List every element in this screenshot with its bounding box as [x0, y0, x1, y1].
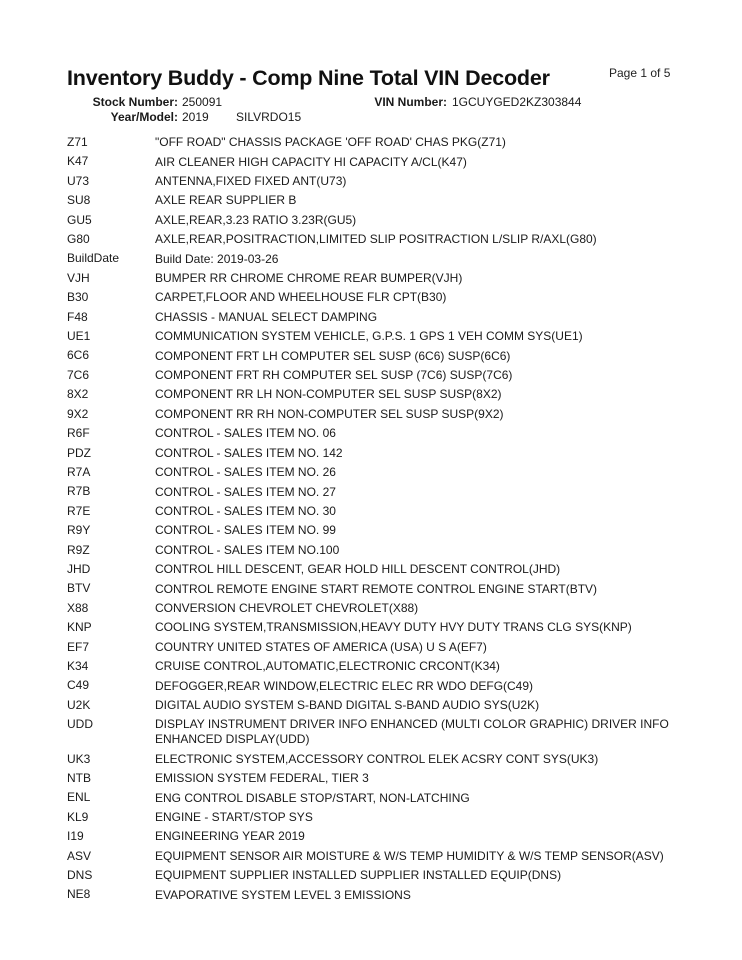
- option-row: [67, 618, 697, 637]
- option-code: UDD: [67, 717, 93, 732]
- option-code: ENL: [67, 790, 91, 805]
- option-row: [67, 152, 697, 171]
- option-code-list: [67, 133, 697, 905]
- stock-number-label: Stock Number:: [92, 95, 178, 109]
- option-description: COMPONENT FRT RH COMPUTER SEL SUSP (7C6) SUSP(7C6): [155, 368, 513, 383]
- vin-number-value: 1GCUYGED2KZ303844: [452, 95, 582, 109]
- option-row: [67, 444, 697, 463]
- option-description: EQUIPMENT SUPPLIER INSTALLED SUPPLIER INSTALLED EQUIP(DNS): [155, 868, 562, 883]
- option-row: [67, 385, 697, 404]
- option-code: JHD: [67, 561, 91, 576]
- option-row: [67, 405, 697, 424]
- option-code: PDZ: [67, 445, 91, 460]
- option-description: CRUISE CONTROL,AUTOMATIC,ELECTRONIC CRCONT(K34): [155, 659, 500, 674]
- option-code: 8X2: [67, 387, 89, 402]
- option-row: [67, 230, 697, 249]
- option-row: [67, 424, 697, 443]
- option-description: COMPONENT FRT LH COMPUTER SEL SUSP (6C6) SUSP(6C6): [155, 348, 511, 363]
- option-row: [67, 808, 697, 827]
- option-row: [67, 172, 697, 191]
- option-row: [67, 463, 697, 482]
- option-row: [67, 847, 697, 866]
- option-code: BuildDate: [67, 251, 120, 266]
- option-description: AXLE,REAR,POSITRACTION,LIMITED SLIP POSITRACTION L/SLIP R/AXL(G80): [155, 232, 597, 247]
- option-description: ELECTRONIC SYSTEM,ACCESSORY CONTROL ELEK ACSRY CONT SYS(UK3): [155, 751, 599, 766]
- option-code: KNP: [67, 620, 92, 635]
- option-description: CONTROL - SALES ITEM NO. 99: [155, 523, 336, 538]
- option-code: BTV: [67, 581, 91, 596]
- option-code: EF7: [67, 639, 90, 654]
- option-code: U73: [67, 173, 90, 188]
- option-row: [67, 560, 697, 579]
- option-code: I19: [67, 829, 84, 844]
- option-code: G80: [67, 232, 90, 247]
- option-row: [67, 249, 697, 268]
- option-code: VJH: [67, 270, 90, 285]
- option-description: ANTENNA,FIXED FIXED ANT(U73): [155, 174, 347, 188]
- option-code: 9X2: [67, 406, 89, 421]
- option-description: DIGITAL AUDIO SYSTEM S-BAND DIGITAL S-BAND AUDIO SYS(U2K): [155, 697, 540, 712]
- option-row: [67, 211, 697, 230]
- option-code: GU5: [67, 212, 92, 227]
- option-code: R7E: [67, 503, 91, 518]
- option-code: R6F: [67, 426, 90, 441]
- option-row: [67, 482, 697, 501]
- option-row: [67, 638, 697, 657]
- option-code: R9Y: [67, 523, 91, 538]
- year-model-label: Year/Model:: [110, 110, 178, 124]
- option-description: COUNTRY UNITED STATES OF AMERICA (USA) U S A(EF7): [155, 639, 487, 654]
- option-description: Build Date: 2019-03-26: [155, 251, 279, 266]
- option-description: CONTROL REMOTE ENGINE START REMOTE CONTROL ENGINE START(BTV): [155, 581, 598, 596]
- option-description: CONTROL HILL DESCENT, GEAR HOLD HILL DESCENT CONTROL(JHD): [155, 562, 561, 577]
- option-description: COMPONENT RR LH NON-COMPUTER SEL SUSP SUSP(8X2): [155, 387, 502, 402]
- option-row: [67, 502, 697, 521]
- option-row: [67, 288, 697, 307]
- option-code: KL9: [67, 809, 89, 824]
- option-description: DISPLAY INSTRUMENT DRIVER INFO ENHANCED (MULTI COLOR GRAPHIC) DRIVER INFO ENHANCED DISPLAY(UDD): [155, 717, 669, 747]
- option-code: 7C6: [67, 367, 90, 382]
- option-description: CONTROL - SALES ITEM NO. 27: [155, 484, 336, 499]
- option-description: DEFOGGER,REAR WINDOW,ELECTRIC ELEC RR WDO DEFG(C49): [155, 678, 534, 693]
- option-row: [67, 579, 697, 598]
- option-description: EMISSION SYSTEM FEDERAL, TIER 3: [155, 771, 369, 786]
- option-code: U2K: [67, 697, 91, 712]
- option-description: AXLE REAR SUPPLIER B: [155, 193, 297, 208]
- option-code: UE1: [67, 329, 91, 344]
- option-description: "OFF ROAD" CHASSIS PACKAGE 'OFF ROAD' CHAS PKG(Z71): [155, 135, 506, 150]
- option-row: [67, 308, 697, 327]
- year-value: 2019: [182, 110, 209, 124]
- option-row: [67, 676, 697, 695]
- option-code: R7A: [67, 464, 91, 479]
- option-row: [67, 133, 697, 152]
- option-row: [67, 346, 697, 365]
- option-code: ASV: [67, 848, 92, 863]
- option-row: [67, 366, 697, 385]
- option-description: CARPET,FLOOR AND WHEELHOUSE FLR CPT(B30): [155, 290, 447, 305]
- option-row: [67, 696, 697, 715]
- model-value: SILVRDO15: [236, 110, 302, 124]
- option-code: UK3: [67, 751, 91, 766]
- option-description: ENGINEERING YEAR 2019: [155, 829, 305, 844]
- option-row: [67, 715, 697, 749]
- option-row: [67, 827, 697, 846]
- report-title: Inventory Buddy - Comp Nine Total VIN Decoder: [67, 66, 550, 90]
- option-description: AIR CLEANER HIGH CAPACITY HI CAPACITY A/CL(K47): [155, 154, 467, 169]
- option-code: SU8: [67, 193, 91, 208]
- option-description: ENGINE - START/STOP SYS: [155, 809, 313, 824]
- option-code: B30: [67, 290, 89, 305]
- stock-number-value: 250091: [182, 95, 223, 109]
- option-code: K47: [67, 154, 89, 169]
- option-description: COMPONENT RR RH NON-COMPUTER SEL SUSP SUSP(9X2): [155, 406, 504, 421]
- option-description: CONTROL - SALES ITEM NO. 142: [155, 445, 343, 460]
- option-row: [67, 521, 697, 540]
- option-code: C49: [67, 678, 90, 693]
- page-indicator: Page 1 of 5: [609, 66, 671, 80]
- option-description: EQUIPMENT SENSOR AIR MOISTURE & W/S TEMP HUMIDITY & W/S TEMP SENSOR(ASV): [155, 848, 664, 863]
- option-description: ENG CONTROL DISABLE STOP/START, NON-LATCHING: [155, 790, 470, 805]
- option-code: NE8: [67, 887, 91, 902]
- option-row: [67, 750, 697, 769]
- option-description: CONTROL - SALES ITEM NO. 26: [155, 465, 336, 480]
- option-code: R7B: [67, 484, 91, 499]
- option-code: 6C6: [67, 348, 90, 363]
- option-description: CONTROL - SALES ITEM NO.100: [155, 542, 340, 557]
- option-row: [67, 657, 697, 676]
- option-code: K34: [67, 658, 89, 673]
- option-description: AXLE,REAR,3.23 RATIO 3.23R(GU5): [155, 212, 357, 227]
- option-description: BUMPER RR CHROME CHROME REAR BUMPER(VJH): [155, 271, 463, 286]
- option-code: Z71: [67, 135, 88, 149]
- option-row: [67, 885, 697, 904]
- option-description: COMMUNICATION SYSTEM VEHICLE, G.P.S. 1 GPS 1 VEH COMM SYS(UE1): [155, 329, 583, 344]
- option-code: DNS: [67, 868, 93, 882]
- option-row: [67, 866, 697, 885]
- option-code: F48: [67, 309, 88, 324]
- vin-number-label: VIN Number:: [374, 95, 447, 109]
- option-row: [67, 769, 697, 788]
- option-code: NTB: [67, 770, 91, 785]
- option-row: [67, 788, 697, 807]
- option-row: [67, 599, 697, 618]
- option-row: [67, 191, 697, 210]
- option-description: CONVERSION CHEVROLET CHEVROLET(X88): [155, 600, 419, 615]
- option-description: EVAPORATIVE SYSTEM LEVEL 3 EMISSIONS: [155, 887, 411, 902]
- option-description: CONTROL - SALES ITEM NO. 06: [155, 426, 336, 441]
- option-description: CHASSIS - MANUAL SELECT DAMPING: [155, 309, 378, 324]
- option-code: R9Z: [67, 542, 90, 557]
- option-row: [67, 327, 697, 346]
- option-code: X88: [67, 600, 89, 615]
- option-row: [67, 541, 697, 560]
- option-row: [67, 269, 697, 288]
- option-description: COOLING SYSTEM,TRANSMISSION,HEAVY DUTY HVY DUTY TRANS CLG SYS(KNP): [155, 620, 632, 635]
- option-description: CONTROL - SALES ITEM NO. 30: [155, 503, 336, 518]
